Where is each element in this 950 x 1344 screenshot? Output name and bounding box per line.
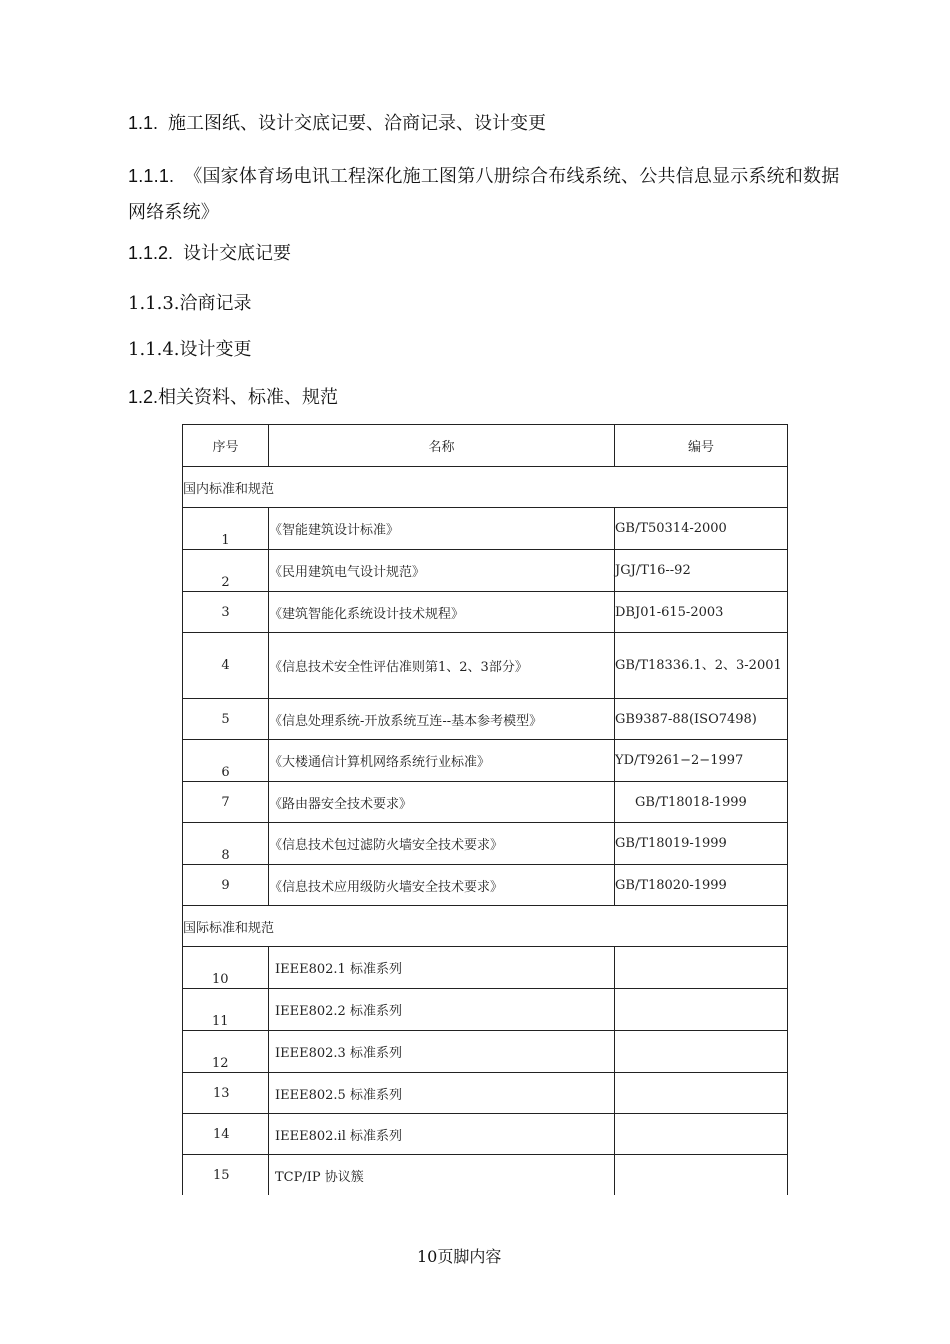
heading-text: 设计交底记要 — [183, 243, 292, 264]
row-code: GB/T18336.1、2、3-2001 — [615, 633, 788, 699]
row-code: JGJ/T16--92 — [615, 550, 788, 592]
table-row — [183, 550, 788, 592]
row-name: 《信息技术应用级防火墙安全技术要求》 — [269, 865, 615, 906]
heading-number: 1.1.1. — [128, 166, 175, 186]
row-code: GB/T50314-2000 — [615, 508, 788, 550]
row-name: 《民用建筑电气设计规范》 — [269, 550, 615, 592]
table-row — [183, 1073, 788, 1114]
row-number: 6 — [183, 740, 269, 782]
row-code — [615, 1031, 788, 1073]
row-number: 4 — [183, 633, 269, 699]
row-number: 11 — [183, 989, 269, 1031]
heading-text: 《国家体育场电讯工程深化施工图第八册综合布线系统、公共信息显示系统和数据网络系统》 — [128, 166, 840, 223]
row-code: GB/T18019-1999 — [615, 823, 788, 865]
row-number: 9 — [183, 865, 269, 906]
row-code: DBJ01-615-2003 — [615, 592, 788, 633]
table-row — [183, 508, 788, 550]
row-name: IEEE802.il 标准系列 — [269, 1114, 615, 1155]
row-name: 《信息技术安全性评估准则第1、2、3部分》 — [269, 633, 615, 699]
table-row — [183, 633, 788, 699]
row-name: 《智能建筑设计标准》 — [269, 508, 615, 550]
row-code: GB/T18020-1999 — [615, 865, 788, 906]
table-row — [183, 592, 788, 633]
heading-number: 1.1. — [128, 113, 159, 133]
heading-1-1-4: 1.1.4.设计变更 — [128, 339, 252, 360]
row-number: 10 — [183, 947, 269, 989]
row-number: 1 — [183, 508, 269, 550]
heading-1-1-2 — [128, 242, 291, 265]
row-code — [615, 947, 788, 989]
standards-table — [182, 424, 788, 1195]
section-label: 国内标准和规范 — [183, 467, 788, 508]
row-number: 15 — [183, 1155, 269, 1196]
heading-1-2: 1.2.相关资料、标准、规范 — [128, 387, 339, 407]
table-row — [183, 1155, 788, 1196]
row-number: 13 — [183, 1073, 269, 1114]
row-name: IEEE802.1 标准系列 — [269, 947, 615, 989]
table-row — [183, 865, 788, 906]
heading-1-1-1 — [128, 158, 843, 231]
table-row — [183, 1031, 788, 1073]
row-number: 3 — [183, 592, 269, 633]
heading-number: 1.1.2. — [128, 243, 174, 263]
table-row — [183, 989, 788, 1031]
row-name: IEEE802.3 标准系列 — [269, 1031, 615, 1073]
row-number: 2 — [183, 550, 269, 592]
table-row — [183, 782, 788, 823]
row-name: IEEE802.2 标准系列 — [269, 989, 615, 1031]
heading-text: 施工图纸、设计交底记要、洽商记录、设计变更 — [168, 113, 547, 133]
row-code — [615, 989, 788, 1031]
row-name: 《路由器安全技术要求》 — [269, 782, 615, 823]
row-code — [615, 1073, 788, 1114]
section-row-domestic — [183, 467, 788, 508]
row-code: GB/T18018-1999 — [615, 782, 788, 823]
row-name: IEEE802.5 标准系列 — [269, 1073, 615, 1114]
row-name: 《建筑智能化系统设计技术规程》 — [269, 592, 615, 633]
table-row — [183, 699, 788, 740]
row-code — [615, 1114, 788, 1155]
section-label: 国际标准和规范 — [183, 906, 788, 947]
row-name: 《信息处理系统-开放系统互连--基本参考模型》 — [269, 699, 615, 740]
row-code: YD/T9261−2−1997 — [615, 740, 788, 782]
row-code — [615, 1155, 788, 1196]
table-header-row — [183, 425, 788, 467]
heading-1-1 — [128, 112, 546, 134]
section-row-international — [183, 906, 788, 947]
header-code: 编号 — [615, 425, 788, 467]
row-number: 8 — [183, 823, 269, 865]
row-name: TCP/IP 协议簇 — [269, 1155, 615, 1196]
row-number: 12 — [183, 1031, 269, 1073]
table-row — [183, 947, 788, 989]
table-row — [183, 823, 788, 865]
page-footer: 10页脚内容 — [417, 1247, 502, 1266]
row-code: GB9387-88(ISO7498) — [615, 699, 788, 740]
header-seq: 序号 — [183, 425, 269, 467]
row-number: 14 — [183, 1114, 269, 1155]
header-name: 名称 — [269, 425, 615, 467]
row-number: 5 — [183, 699, 269, 740]
row-number: 7 — [183, 782, 269, 823]
table-row — [183, 740, 788, 782]
row-name: 《大楼通信计算机网络系统行业标准》 — [269, 740, 615, 782]
row-name: 《信息技术包过滤防火墙安全技术要求》 — [269, 823, 615, 865]
heading-1-1-3: 1.1.3.洽商记录 — [128, 293, 252, 314]
table-row — [183, 1114, 788, 1155]
